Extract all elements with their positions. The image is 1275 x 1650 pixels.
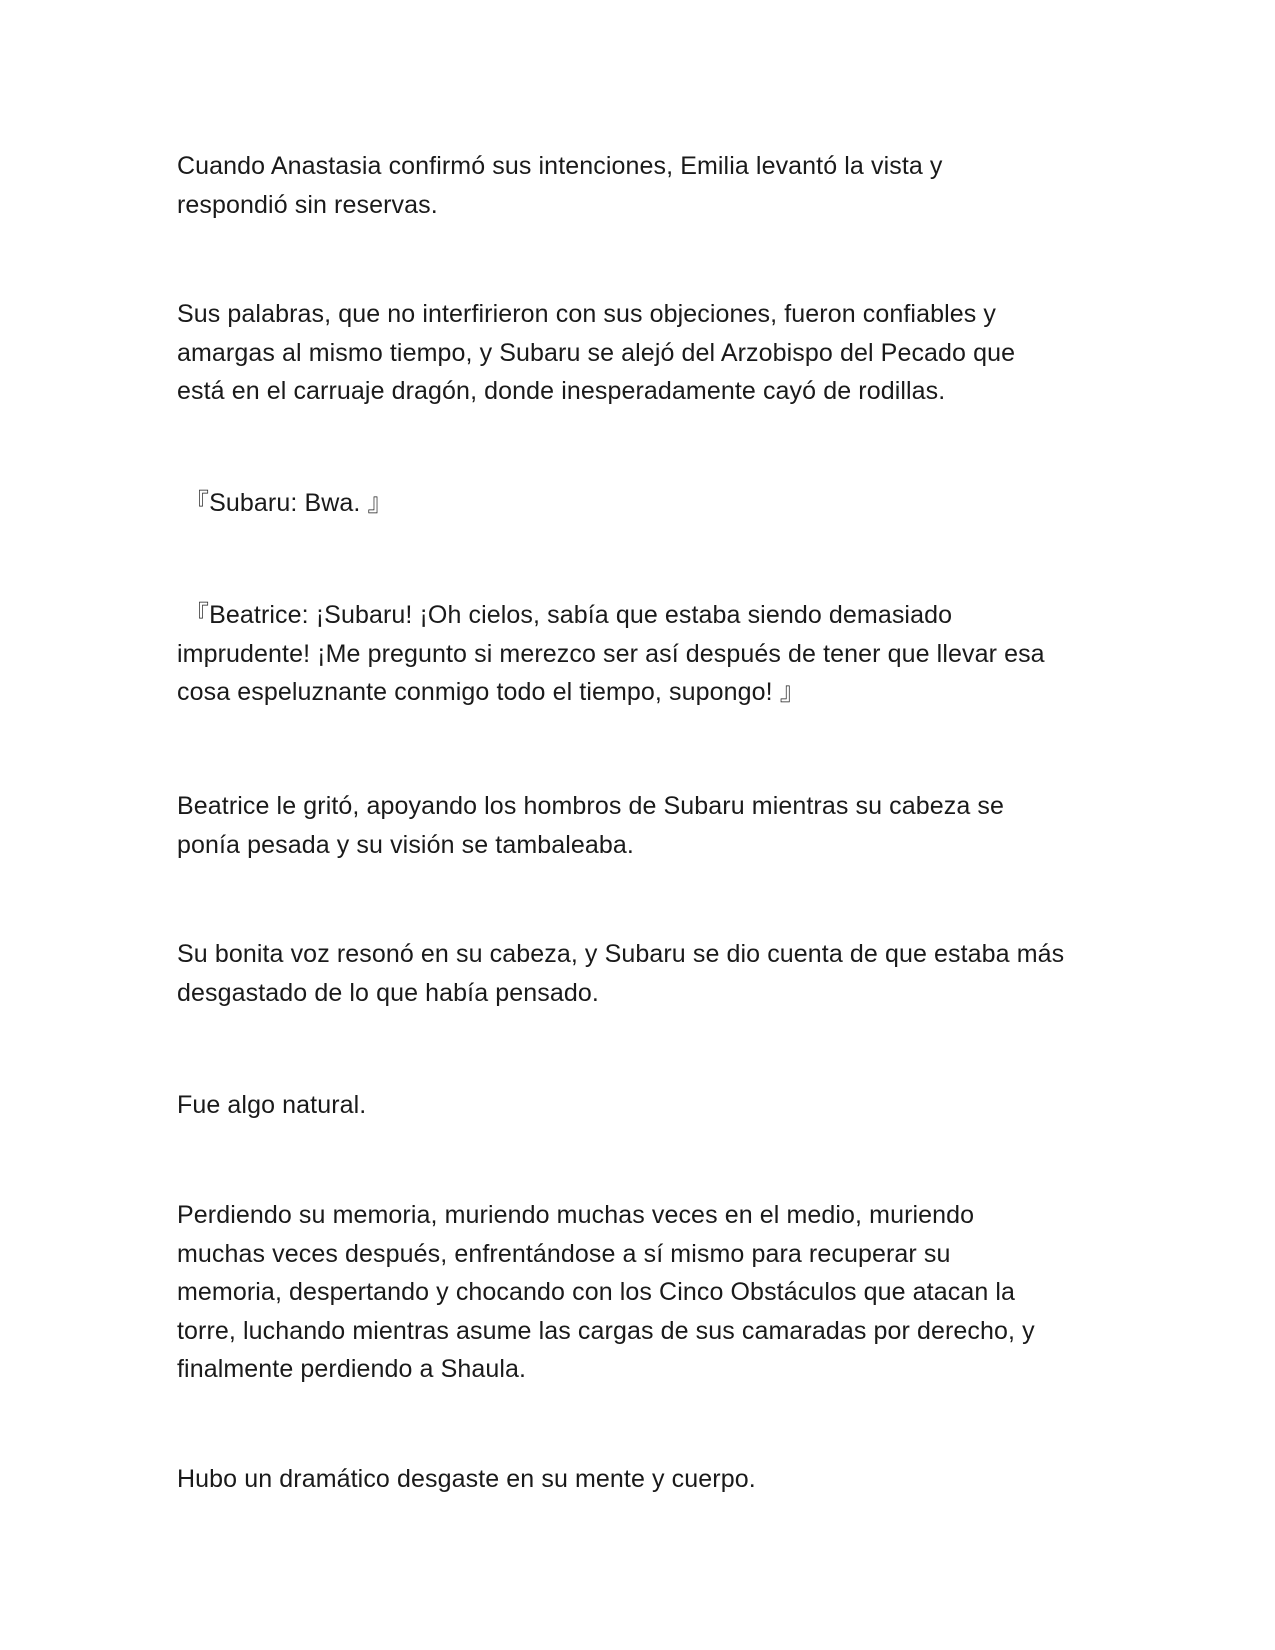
paragraph-narration: Perdiendo su memoria, muriendo muchas veces en el medio, muriendo muchas veces después, enfrentándose a sí mismo para recuperar su memoria, despertando y chocando con los Cinco Obstáculos que atacan la torre, luchando mientras asume las cargas de sus camaradas por derecho, y finalmente perdiendo a Shaula.: [177, 1201, 1035, 1383]
paragraph-narration: Sus palabras, que no interfirieron con sus objeciones, fueron confiables y amargas al mismo tiempo, y Subaru se alejó del Arzobispo del Pecado que está en el carruaje dragón, donde inesperadamente cayó de rodillas.: [177, 300, 1016, 405]
paragraph-narration: Cuando Anastasia confirmó sus intenciones, Emilia levantó la vista y respondió sin reservas.: [177, 152, 943, 219]
paragraph-narration: Fue algo natural.: [177, 1091, 367, 1119]
paragraph-narration: Beatrice le gritó, apoyando los hombros de Subaru mientras su cabeza se ponía pesada y su visión se tambaleaba.: [177, 792, 1005, 859]
paragraph-narration: Hubo un dramático desgaste en su mente y cuerpo.: [177, 1465, 756, 1493]
paragraph-dialogue-beatrice: 『Beatrice: ¡Subaru! ¡Oh cielos, sabía que estaba siendo demasiado imprudente! ¡Me pregunto si merezco ser así después de tener que llevar esa cosa espeluznante conmigo todo el tiempo, supongo! 』: [177, 601, 1045, 706]
paragraph-narration: Su bonita voz resonó en su cabeza, y Subaru se dio cuenta de que estaba más desgastado de lo que había pensado.: [177, 940, 1065, 1007]
paragraph-dialogue-subaru: 『Subaru: Bwa. 』: [177, 489, 393, 517]
